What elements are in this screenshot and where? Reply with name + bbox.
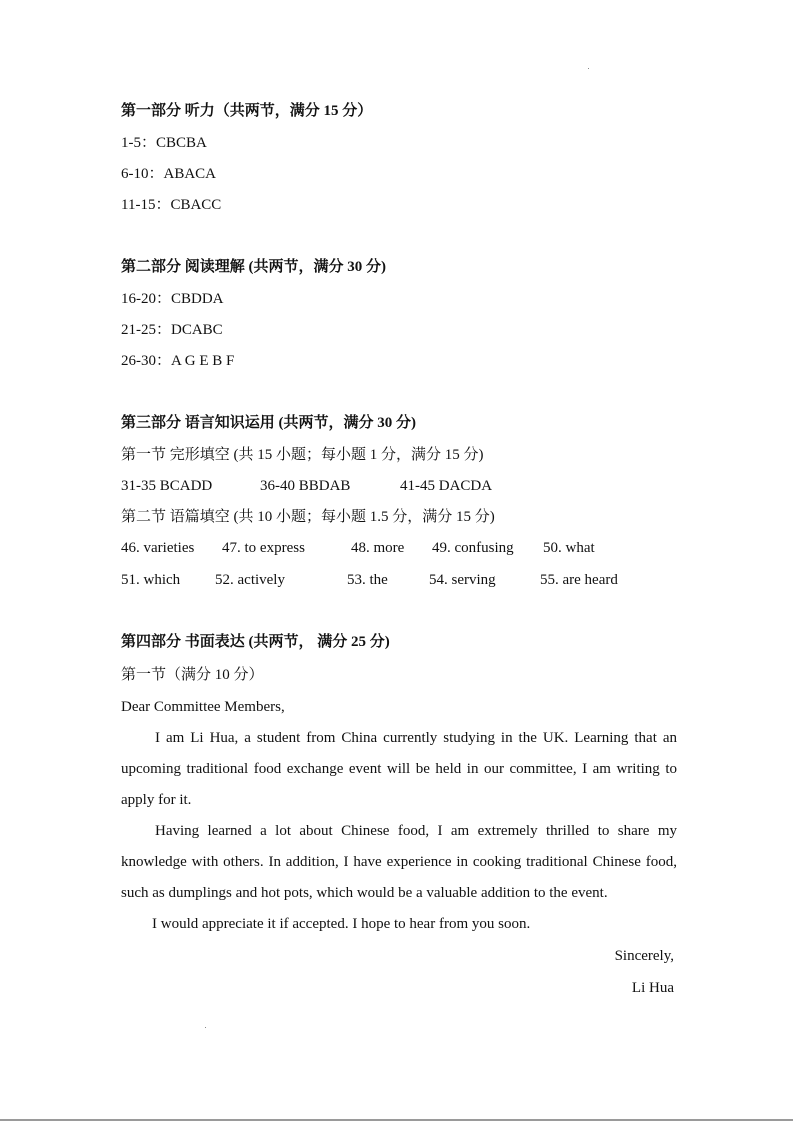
scan-speck bbox=[588, 68, 589, 69]
part2-heading: 第二部分 阅读理解 (共两节，满分 30 分) bbox=[121, 259, 386, 275]
part2-answer-26-30: 26-30：A G E B F bbox=[121, 353, 235, 369]
fill-answer-52: 52. actively bbox=[215, 572, 285, 588]
letter-signature: Li Hua bbox=[631, 980, 674, 996]
fill-answer-54: 54. serving bbox=[429, 572, 496, 588]
part4-heading: 第四部分 书面表达 (共两节， 满分 25 分) bbox=[121, 634, 390, 650]
fill-answer-51: 51. which bbox=[121, 572, 181, 588]
letter-paragraph-1: I am Li Hua, a student from China currently studying in the UK. Learning that an upcoming traditional food exchange event will be held in our committee, I am writing to apply for it. bbox=[121, 730, 677, 808]
part2-answer-16-20: 16-20：CBDDA bbox=[121, 291, 224, 307]
fill-answer-47: 47. to express bbox=[222, 540, 305, 556]
fill-answer-50: 50. what bbox=[543, 540, 595, 556]
part1-answer-6-10: 6-10：ABACA bbox=[121, 166, 217, 182]
fill-answer-49: 49. confusing bbox=[432, 540, 514, 556]
fill-answer-53: 53. the bbox=[347, 572, 388, 588]
cloze-answer-36-40: 36-40 BBDAB bbox=[260, 478, 351, 494]
part2-answer-21-25: 21-25：DCABC bbox=[121, 322, 223, 338]
fill-answer-48: 48. more bbox=[351, 540, 405, 556]
letter-salutation: Dear Committee Members, bbox=[121, 699, 285, 715]
part3-section1-title: 第一节 完形填空 (共 15 小题；每小题 1 分，满分 15 分) bbox=[121, 447, 484, 463]
part1-heading: 第一部分 听力（共两节，满分 15 分） bbox=[121, 103, 373, 119]
page-bottom-border bbox=[0, 1119, 793, 1121]
cloze-answer-41-45: 41-45 DACDA bbox=[400, 478, 493, 494]
part3-heading: 第三部分 语言知识运用 (共两节，满分 30 分) bbox=[121, 415, 416, 431]
fill-answer-46: 46. varieties bbox=[121, 540, 195, 556]
fill-answer-55: 55. are heard bbox=[540, 572, 618, 588]
scan-speck bbox=[205, 1027, 206, 1028]
letter-paragraph-2: Having learned a lot about Chinese food, I am extremely thrilled to share my knowledge with others. In addition, I have experience in cooking traditional Chinese food, such as dumplings and hot pots, which would be a valuable addition to the event. bbox=[121, 823, 677, 901]
letter-closing: Sincerely, bbox=[614, 948, 674, 964]
part4-section1-title: 第一节（满分 10 分） bbox=[121, 667, 264, 683]
letter-paragraph-3: I would appreciate it if accepted. I hope to hear from you soon. bbox=[152, 916, 531, 932]
part1-answer-11-15: 11-15：CBACC bbox=[121, 197, 222, 213]
part1-answer-1-5: 1-5：CBCBA bbox=[121, 135, 207, 151]
part3-section2-title: 第二节 语篇填空 (共 10 小题；每小题 1.5 分，满分 15 分) bbox=[121, 509, 495, 525]
cloze-answer-31-35: 31-35 BCADD bbox=[121, 478, 213, 494]
